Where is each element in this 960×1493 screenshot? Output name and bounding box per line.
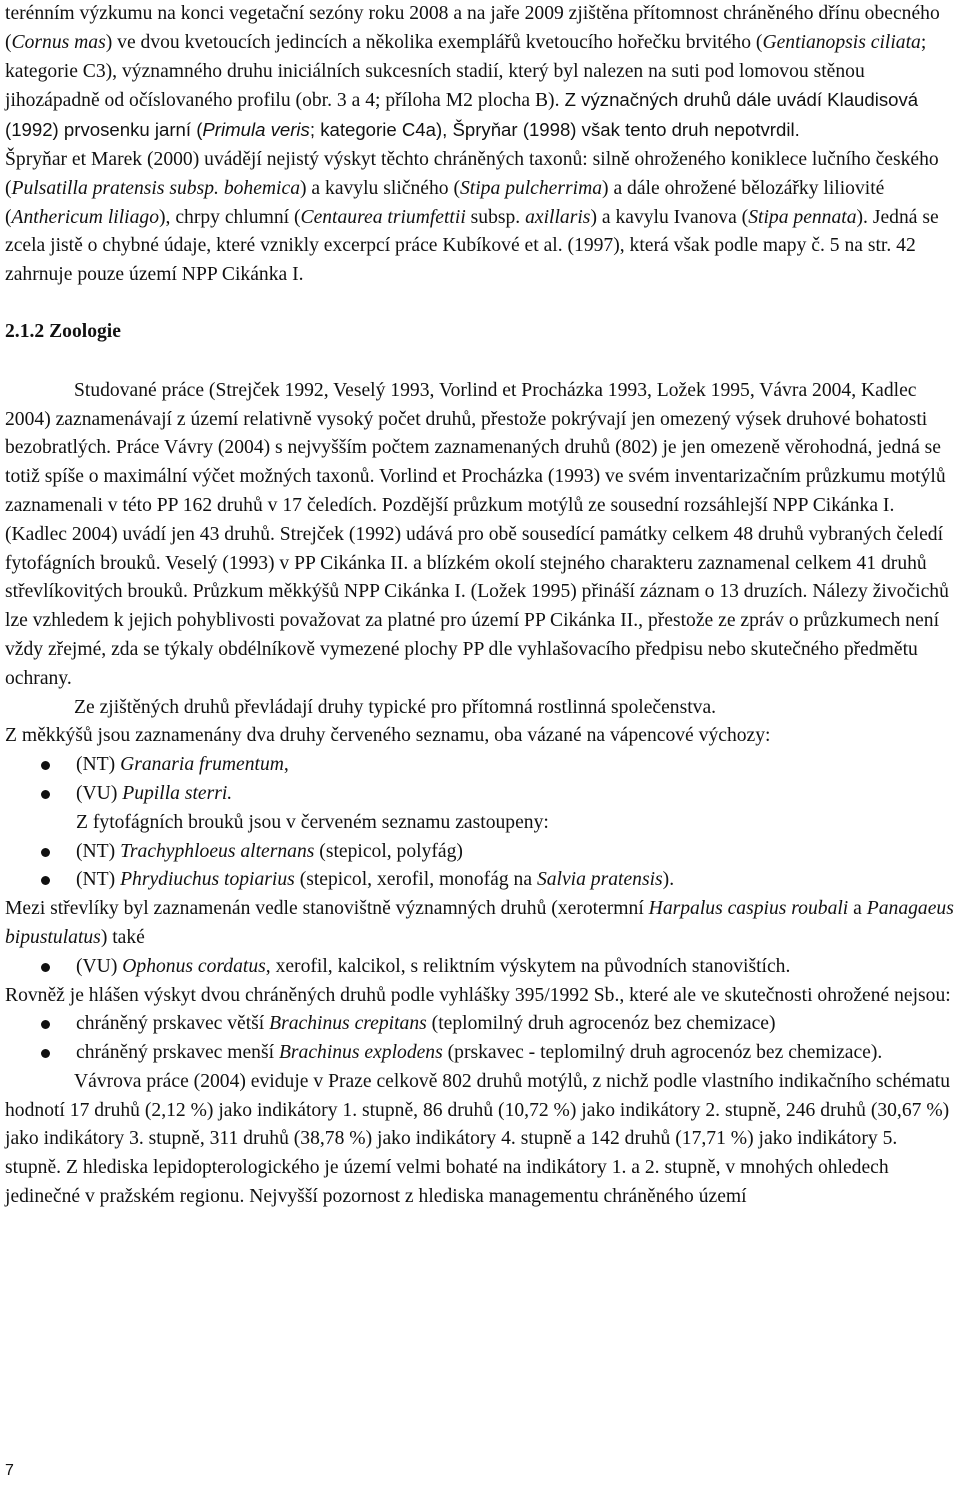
page-number: 7: [5, 1462, 14, 1479]
taxon-name: axillaris: [525, 206, 591, 228]
mollusc-list: [5, 751, 955, 809]
taxon-name: Brachinus explodens: [278, 1042, 443, 1064]
taxon-name: Stipa pennata: [748, 206, 857, 228]
protected-species-list: [5, 1010, 955, 1068]
text-span: (NT): [76, 754, 121, 776]
paragraph-phytophagous-beetles: Z fytofágních brouků jsou v červeném seznamu zastoupeny:: [76, 811, 549, 833]
text-span: (prskavec - teplomilný druh agrocenóz bez chemizace).: [442, 1042, 883, 1064]
paragraph-spryňar-marek: [5, 146, 955, 290]
text-span: ) a dále ohrožené bělozářky liliovité (: [5, 177, 885, 228]
text-span: (stepicol, xerofil, monofág na: [294, 869, 537, 891]
paragraph-lepidoptera-indicators: Vávrova práce (2004) eviduje v Praze celkově 802 druhů motýlů, z nichž podle vlastního indikačního schématu hodnotí 17 druhů (2,12 %) jako indikátory 1. stupně, 86 druhů (10,72 %) jako indikátory 2. stupně, 246 druhů (30,67 %) jako indikátory 3. stupně, 311 druhů (38,78 %) jako indikátory 4. stupně a 142 druhů (17,71 %) jako indikátory 5. stupně. Z hlediska lepidopterologického je území velmi bohaté na indikátory 1. a 2. stupně, v mnohých ohledech jedinečné v pražském regionu. Nejvyšší pozornost z hlediska managementu chráněného území: [5, 1070, 951, 1208]
taxon-name: Centaurea triumfettii: [300, 206, 466, 228]
text-span: (NT): [76, 840, 121, 862]
paragraph-dominant-species: Ze zjištěných druhů převládají druhy typické pro přítomná rostlinná společenstva.: [74, 696, 717, 718]
taxon-name: Pulsatilla pratensis subsp. bohemica: [11, 177, 300, 199]
taxon-name: Granaria frumentum: [120, 754, 284, 776]
paragraph-molluscs: Z měkkýšů jsou zaznamenány dva druhy červeného seznamu, oba vázané na vápencové výchozy:: [5, 725, 771, 747]
text-span: terénním výzkumu na konci vegetační sezóny roku 2008 a na jaře 2009 zjištěna přítomnost chráněného dřínu obecného (: [5, 3, 940, 53]
taxon-name: Stipa pulcherrima: [459, 177, 603, 199]
text-span: a: [848, 898, 867, 920]
text-span: (VU): [76, 955, 123, 977]
taxon-name: Primula veris: [202, 119, 310, 141]
taxon-name: Anthericum liliago: [11, 206, 160, 228]
taxon-name: Panagaeus bipustulatus: [5, 898, 954, 948]
list-item: [5, 838, 955, 867]
list-item: [5, 780, 955, 809]
bullet-icon: [41, 790, 50, 799]
taxon-name: Pupilla sterri.: [122, 782, 233, 804]
bullet-icon: [41, 963, 50, 972]
paragraph-cornus-gentianopsis: [5, 0, 955, 146]
bullet-icon: [41, 761, 50, 770]
document-page: [5, 0, 955, 1212]
section-heading: 2.1.2 Zoologie: [5, 320, 121, 342]
bullet-icon: [41, 1049, 50, 1058]
text-span: ). Jedná se zcela jistě o chybné údaje, které vznikly excerpcí práce Kubíkové et al. (1997), která však podle mapy č. 5 na str. 42 zahrnuje pouze území NPP Cikánka I.: [5, 206, 939, 286]
text-span: Z význačných druhů dále uvádí Klaudisová (1992) prvosenku jarní (: [5, 89, 919, 141]
text-span: , xerofil, kalcikol, s reliktním výskytem na původních stanovištích.: [265, 955, 791, 977]
taxon-name: Brachinus crepitans: [269, 1013, 427, 1035]
bullet-icon: [41, 848, 50, 857]
list-item: [5, 953, 955, 982]
text-span: chráněný prskavec menší: [76, 1042, 279, 1064]
ground-beetle-list: [5, 953, 955, 982]
text-span: Mezi střevlíky byl zaznamenán vedle stanovištně významných druhů (xerotermní: [5, 898, 649, 920]
list-item: [5, 1039, 955, 1068]
taxon-name: Salvia pratensis: [536, 869, 663, 891]
text-span: (VU): [76, 782, 123, 804]
list-item: [5, 866, 955, 895]
text-span: (NT): [76, 869, 121, 891]
bullet-icon: [41, 876, 50, 885]
list-item: [5, 751, 955, 780]
beetle-list: [5, 838, 955, 896]
taxon-name: Ophonus cordatus: [122, 955, 266, 977]
paragraph-protected-species: Rovněž je hlášen výskyt dvou chráněných druhů podle vyhlášky 395/1992 Sb., které ale ve skutečnosti ohrožené nejsou:: [5, 984, 951, 1006]
text-span: Špryňar et Marek (2000) uvádějí nejistý výskyt těchto chráněných taxonů: silně ohroženého koniklece lučního českého (: [5, 148, 939, 199]
text-span: ) také: [100, 926, 145, 948]
paragraph-ground-beetles: [5, 895, 955, 953]
text-span: (stepicol, polyfág): [314, 840, 463, 862]
text-span: ; kategorie C4a), Špryňar (1998) však tento druh nepotvrdil.: [309, 119, 800, 141]
taxon-name: Phrydiuchus topiarius: [120, 869, 295, 891]
bullet-icon: [41, 1020, 50, 1029]
text-span: ) a kavylu Ivanova (: [590, 206, 749, 228]
text-span: ), chrpy chlumní (: [159, 206, 301, 228]
taxon-name: Cornus mas: [11, 31, 106, 53]
paragraph-studied-works: Studované práce (Strejček 1992, Veselý 1993, Vorlind et Procházka 1993, Ložek 1995, Vávra 2004, Kadlec 2004) zaznamenávají z území relativně vysoký počet druhů, přestože pokrývají jen omezený výsek druhové bohatosti bezobratlých. Práce Vávry (2004) s nejvyšším počtem zaznamenaných druhů (802) je jen omezeně věrohodná, jedná se totiž spíše o maximální výčet možných taxonů. Vorlind et Procházka (1993) ve svém inventarizačním průzkumu motýlů zaznamenali v této PP 162 druhů v 17 čeledích. Pozdější průzkum motýlů ze sousední rozsáhlejší NPP Cikánka I. (Kadlec 2004) uvádí jen 43 druhů. Strejček (1992) udává pro obě sousedící památky celkem 48 druhů vybraných čeledí fytofágních brouků. Veselý (1993) v PP Cikánka II. a blízkém okolí stejného charakteru zaznamenal celkem 41 druhů střevlíkovitých brouků. Průzkum měkkýšů NPP Cikánka I. (Ložek 1995) přináší záznam o 13 druzích. Nálezy živočichů lze vzhledem k jejich pohyblivosti považovat za platné pro území PP Cikánka II., přestože ze zpráv o průzkumech není vždy zřejmé, zda se týkaly obdélníkově vymezené plochy PP dle vyhlašovacího předpisu nebo skutečného předmětu ochrany.: [5, 379, 949, 689]
text-span: ) ve dvou kvetoucích jedincích a několika exemplářů kvetoucího hořečku brvitého (: [105, 31, 763, 53]
text-span: ; kategorie C3), významného druhu iniciálních sukcesních stadií, který byl nalezen na suti pod lomovou stěnou jihozápadně od očíslovaného profilu (obr. 3 a 4; příloha M2 plocha B).: [5, 31, 927, 112]
text-span: ).: [662, 869, 675, 891]
list-item: [5, 1010, 955, 1039]
taxon-name: Gentianopsis ciliata: [762, 31, 921, 53]
text-span: chráněný prskavec větší: [76, 1013, 270, 1035]
text-span: ) a kavylu sličného (: [300, 177, 460, 199]
taxon-name: Harpalus caspius roubali: [648, 898, 849, 920]
taxon-name: Trachyphloeus alternans: [120, 840, 315, 862]
text-span: ,: [283, 754, 289, 776]
text-span: subsp.: [465, 206, 526, 228]
text-span: (teplomilný druh agrocenóz bez chemizace): [426, 1013, 776, 1035]
